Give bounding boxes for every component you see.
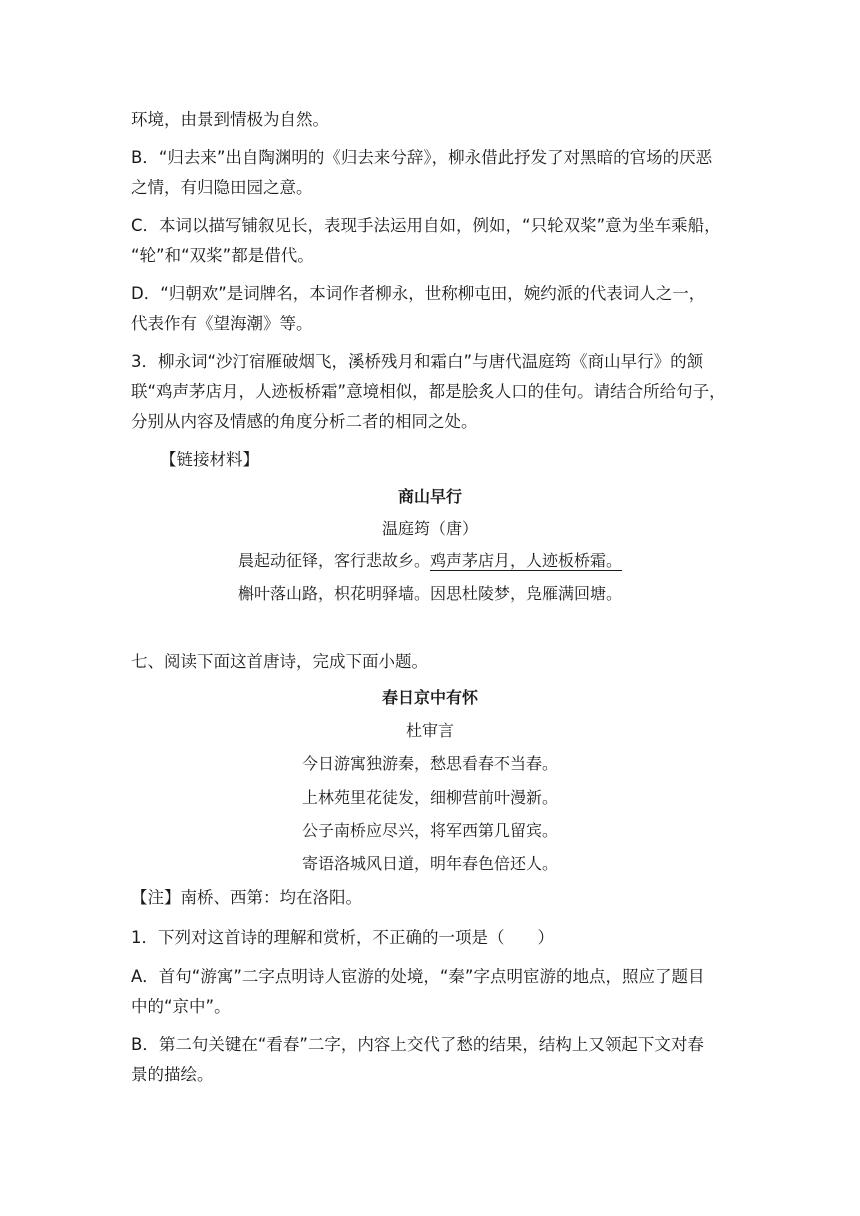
- option-b-line: 景的描绘。: [131, 1065, 214, 1084]
- paragraph-line: 环境，由景到情极为自然。: [131, 110, 329, 129]
- poem-line-plain: 晨起动征铎，客行悲故乡。: [237, 551, 430, 570]
- option-b-line: B．第二句关键在“看春”二字，内容上交代了愁的结果，结构上又领起下文对春: [131, 1035, 704, 1054]
- link-material-header: 【链接材料】: [160, 450, 259, 469]
- option-c-line: “轮”和“双桨”都是借代。: [131, 246, 314, 265]
- option-b-line: B．“归去来”出自陶渊明的《归去来兮辞》，柳永借此抒发了对黑暗的官场的厌恶: [131, 148, 713, 167]
- option-c-line: C．本词以描写铺叙见长，表现手法运用自如，例如，“只轮双桨”意为坐车乘船，: [131, 216, 721, 235]
- question-3-line: 联“鸡声茅店月，人迹板桥霜”意境相似，都是脍炙人口的佳句。请结合所给句子，: [131, 382, 726, 401]
- poem-title: 春日京中有怀: [381, 688, 478, 707]
- poem-line-underlined: 鸡声茅店月，人迹板桥霜。: [430, 551, 623, 570]
- question-3-line: 分别从内容及情感的角度分析二者的相同之处。: [131, 412, 478, 431]
- poem-line: 寄语洛城风日道，明年春色倍还人。: [301, 854, 558, 873]
- option-d-line: D．“归朝欢”是词牌名，本词作者柳永，世称柳屯田，婉约派的代表词人之一，: [131, 284, 706, 303]
- poem-author: 温庭筠（唐）: [381, 519, 478, 538]
- option-d-line: 代表作有《望海潮》等。: [131, 314, 313, 333]
- question-3-line: 3．柳永词“沙汀宿雁破烟飞，溪桥残月和霜白”与唐代温庭筠《商山早行》的颔: [131, 352, 704, 371]
- poem-line: 今日游寓独游秦，愁思看春不当春。: [301, 754, 558, 773]
- poem-line: 槲叶落山路，枳花明驿墙。因思杜陵梦，凫雁满回塘。: [237, 584, 622, 603]
- option-a-line: A．首句“游寓”二字点明诗人宦游的处境，“秦”字点明宦游的地点，照应了题目: [131, 967, 705, 986]
- poem-line: 公子南桥应尽兴，将军西第几留宾。: [301, 821, 558, 840]
- poem-title: 商山早行: [397, 487, 462, 506]
- poem-line: 上林苑里花徒发，细柳营前叶漫新。: [301, 788, 558, 807]
- poem-line: [0, 550, 860, 572]
- option-b-line: 之情，有归隐田园之意。: [131, 178, 313, 197]
- option-a-line: 中的“京中”。: [131, 997, 231, 1016]
- question-1: 1．下列对这首诗的理解和赏析，不正确的一项是（ ）: [131, 928, 554, 947]
- poem-note: 【注】南桥、西第：均在洛阳。: [131, 888, 362, 907]
- poem-author: 杜审言: [405, 721, 454, 740]
- section-7-heading: 七、阅读下面这首唐诗，完成下面小题。: [131, 652, 428, 671]
